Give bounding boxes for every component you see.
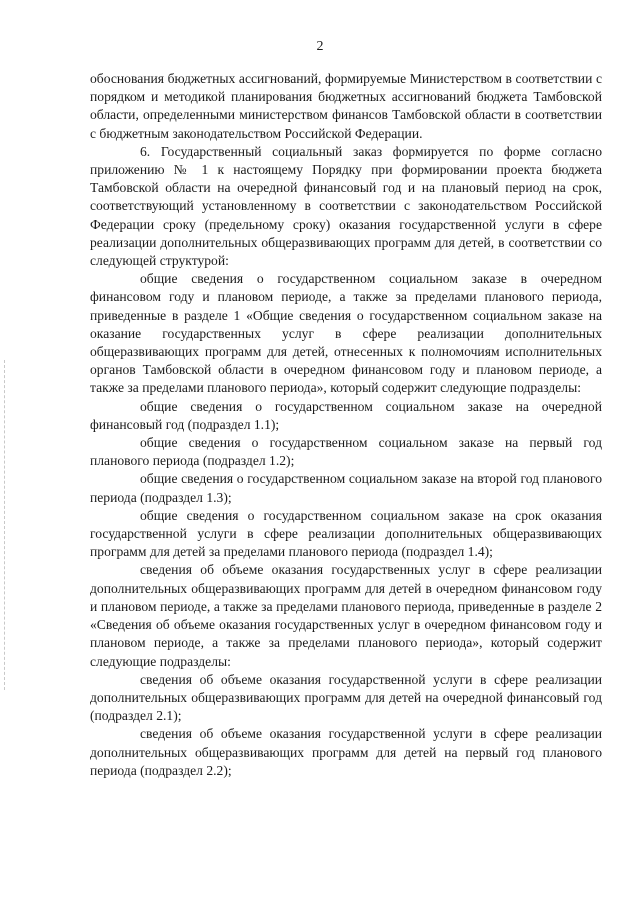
paragraph-subsection-1-4: общие сведения о государственном социальном заказе на срок оказания государственной услуги в сфере реализации дополнительных общеразвивающих программ для детей за пределами планового периода (подраздел 1.4);: [90, 507, 602, 560]
paragraph-subsection-2-1: сведения об объеме оказания государственной услуги в сфере реализации дополнительных общеразвивающих программ для детей на очередной финансовый год (подраздел 2.1);: [90, 671, 602, 724]
paragraph-subsection-2-2: сведения об объеме оказания государственной услуги в сфере реализации дополнительных общеразвивающих программ для детей на первый год планового периода (подраздел 2.2);: [90, 726, 602, 778]
paragraph-section-1: общие сведения о государственном социальном заказе в очередном финансовом году и плановом периоде, а также за пределами планового периода, приведенные в разделе 1 «Общие сведения о государственном социальном заказе на оказание государственных услуг в сфере реализации дополнительных общеразвивающих программ для детей, отнесенных к полномочиям исполнительных органов Тамбовской области в очередном финансовом году и плановом периоде, а также за пределами планового периода», который содержит следующие подразделы:: [90, 271, 602, 396]
margin-scan-mark: [4, 360, 7, 690]
paragraph-subsection-1-2: общие сведения о государственном социальном заказе на первый год планового периода (подраздел 1.2);: [90, 435, 602, 469]
paragraph-item-6: 6. Государственный социальный заказ формируется по форме согласно приложению № 1 к настоящему Порядку при формировании проекта бюджета Тамбовской области на очередной финансовый год и на плановый период на срок, соответствующий установленному в соответствии с законодательством Российской Федерации сроку (предельному сроку) оказания государственной услуги в сфере реализации дополнительных общеразвивающих программ для детей, в соответствии со следующей структурой:: [90, 143, 602, 269]
paragraph-section-2: сведения об объеме оказания государственных услуг в сфере реализации дополнительных общеразвивающих программ для детей в очередном финансовом году и плановом периоде, а также за пределами планового периода, приведенные в разделе 2 «Сведения об объеме оказания государственных услуг в очередном финансовом году и плановом периоде, а также за пределами планового периода», который содержит следующие подразделы:: [90, 562, 602, 669]
paragraph-continuation: обоснования бюджетных ассигнований, формируемые Министерством в соответствии с порядком и методикой планирования бюджетных ассигнований бюджета Тамбовской области, определенными министерством финансов Тамбовской области в соответствии с бюджетным законодательством Российской Федерации.: [90, 71, 602, 141]
paragraph-subsection-1-1: общие сведения о государственном социальном заказе на очередной финансовый год (подраздел 1.1);: [90, 398, 602, 432]
paragraph-subsection-1-3: общие сведения о государственном социальном заказе на второй год планового периода (подраздел 1.3);: [90, 471, 602, 505]
page-number: 2: [316, 39, 324, 54]
document-body: [90, 70, 602, 780]
